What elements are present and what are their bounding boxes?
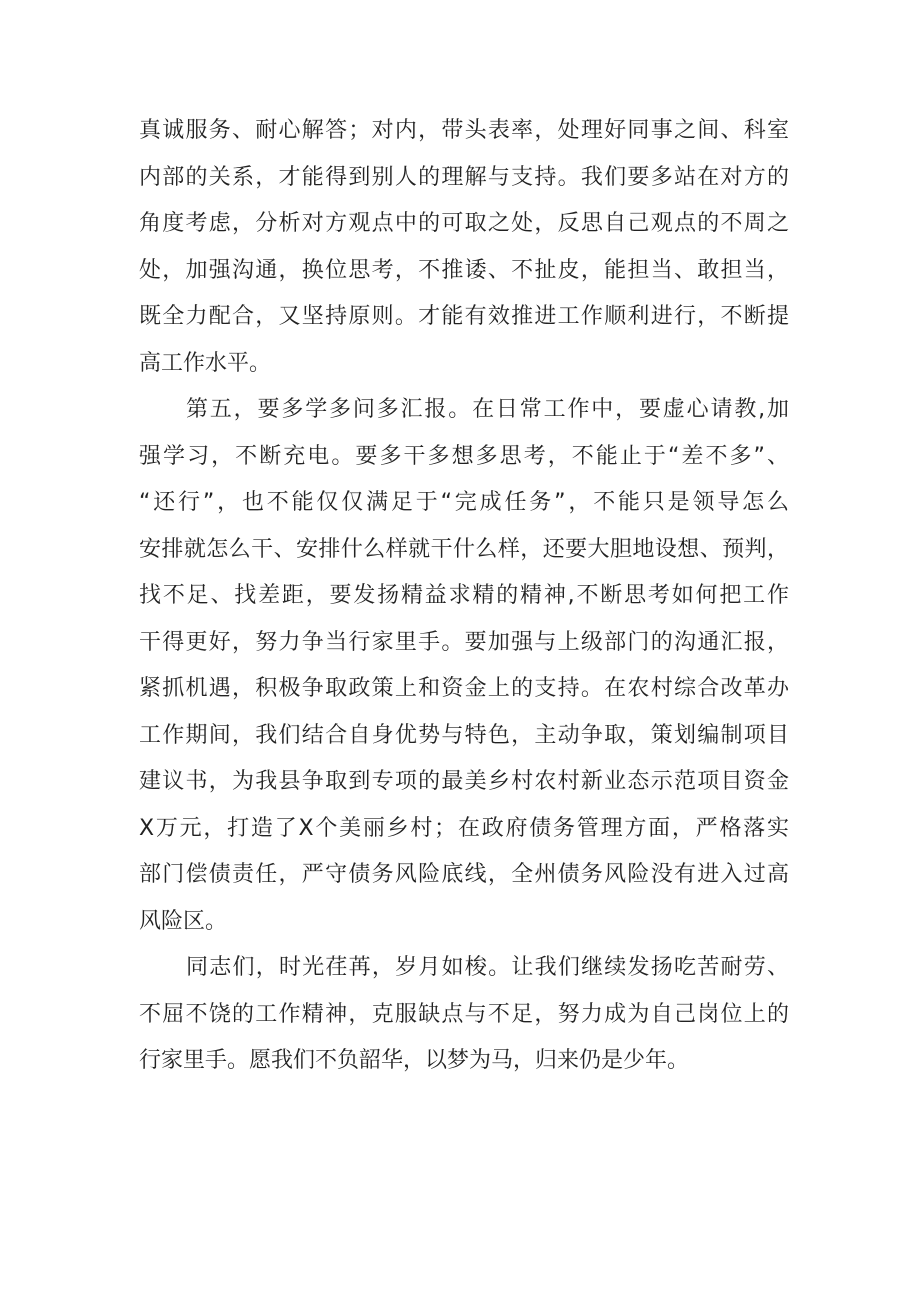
text-line: X万元，打造了X个美丽乡村；在政府债务管理方面，严格落实 (139, 816, 789, 841)
text-line: 部门偿债责任，严守债务风险底线，全州债务风险没有进入过高 (139, 862, 789, 887)
text-line: 高工作水平。 (139, 351, 272, 376)
text-line: 强学习，不断充电。要多干多想多思考，不能止于“差不多”、 (139, 444, 790, 469)
text-line: 风险区。 (139, 909, 228, 934)
text-line: 处，加强沟通，换位思考，不推诿、不扯皮，能担当、敢担当， (139, 258, 789, 283)
paragraph-first-line: 第五，要多学多问多汇报。在日常工作中，要虚心请教,加 (186, 397, 789, 422)
text-line: 工作期间，我们结合自身优势与特色，主动争取，策划编制项目 (139, 723, 789, 748)
text-line: “还行”，也不能仅仅满足于“完成任务”，不能只是领导怎么 (139, 490, 789, 515)
text-line: 安排就怎么干、安排什么样就干什么样，还要大胆地设想、预判， (139, 537, 789, 562)
text-line: 建议书，为我县争取到专项的最美乡村农村新业态示范项目资金 (139, 769, 789, 794)
text-line: 紧抓机遇，积极争取政策上和资金上的支持。在农村综合改革办 (139, 676, 789, 701)
text-line: 不屈不饶的工作精神，克服缺点与不足，努力成为自己岗位上的 (139, 1002, 789, 1027)
text-line: 干得更好，努力争当行家里手。要加强与上级部门的沟通汇报， (139, 630, 789, 655)
text-line: 找不足、找差距，要发扬精益求精的精神,不断思考如何把工作 (139, 583, 789, 608)
text-line: 既全力配合，又坚持原则。才能有效推进工作顺利进行，不断提 (139, 304, 789, 329)
text-line: 内部的关系，才能得到别人的理解与支持。我们要多站在对方的 (139, 165, 789, 190)
text-line: 行家里手。愿我们不负韶华，以梦为马，归来仍是少年。 (139, 1048, 690, 1073)
paragraph-first-line: 同志们，时光荏苒，岁月如梭。让我们继续发扬吃苦耐劳、 (186, 955, 789, 980)
text-line: 角度考虑，分析对方观点中的可取之处，反思自己观点的不周之 (139, 211, 789, 236)
text-line: 真诚服务、耐心解答；对内，带头表率，处理好同事之间、科室 (139, 118, 789, 143)
